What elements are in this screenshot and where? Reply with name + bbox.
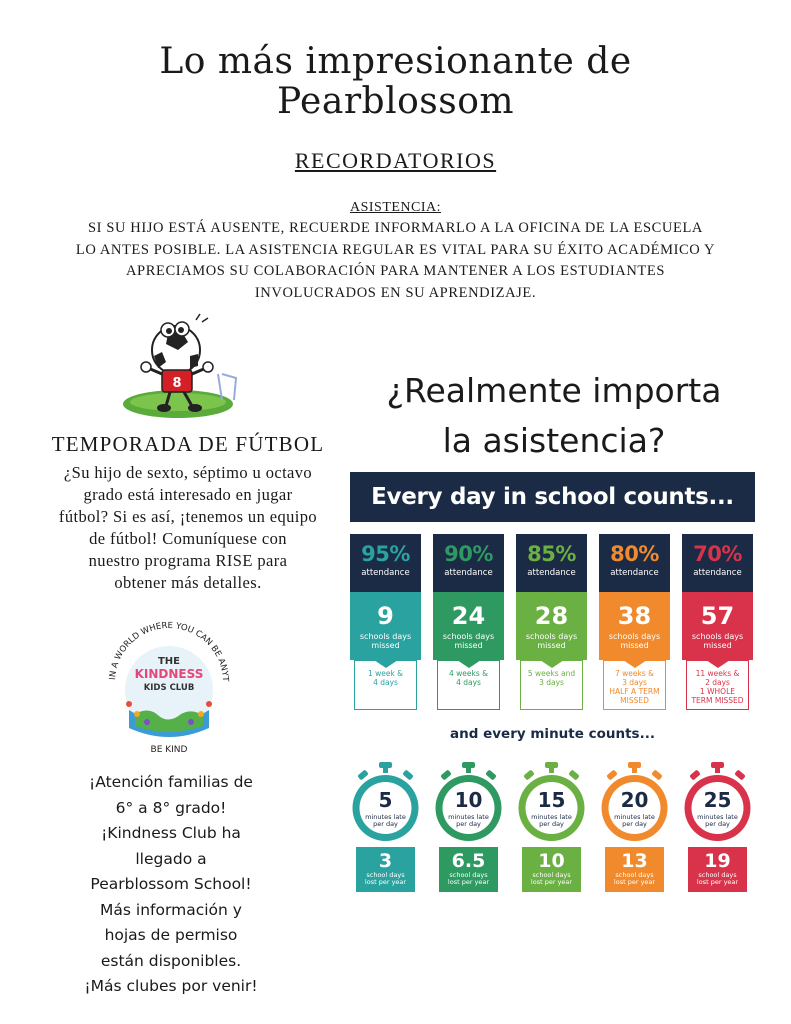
days-missed-number: 38 — [617, 602, 652, 630]
logo-kids-club: KIDS CLUB — [143, 683, 195, 693]
time-missed-note: 11 weeks & 2 days 1 WHOLE TERM MISSED — [686, 660, 749, 710]
title-line-2: Pearblossom — [276, 81, 515, 122]
attendance-word: attendance — [527, 568, 576, 578]
days-lost-box — [356, 847, 415, 892]
attendance-word: attendance — [693, 568, 742, 578]
days-missed-label: schools days missed — [691, 632, 744, 650]
days-missed-label: schools days missed — [608, 632, 661, 650]
attendance-word: attendance — [361, 568, 410, 578]
days-lost-box — [522, 847, 581, 892]
days-missed-box — [350, 592, 421, 660]
attendance-word: attendance — [610, 568, 659, 578]
days-missed-box — [516, 592, 587, 660]
pointer-arrow — [706, 660, 730, 668]
question-line-2: la asistencia? — [442, 421, 666, 460]
days-lost-label: school days lost per year — [364, 871, 407, 886]
attendance-column — [599, 534, 670, 714]
attendance-line: INVOLUCRADOS EN SU APRENDIZAJE. — [254, 284, 537, 301]
attendance-percent: 85% — [527, 542, 576, 566]
days-lost-label: school days lost per year — [696, 871, 739, 886]
attendance-percent: 95% — [361, 542, 410, 566]
time-missed-note: 5 weeks and 3 days — [520, 660, 583, 710]
pointer-arrow — [623, 660, 647, 668]
days-missed-number: 24 — [451, 602, 486, 630]
kindness-line: llegado a — [135, 849, 207, 868]
days-lost-number: 19 — [704, 850, 731, 872]
days-missed-box — [682, 592, 753, 660]
stopwatch — [350, 762, 421, 902]
attendance-percent: 70% — [693, 542, 742, 566]
kindness-line: 6° a 8° grado! — [115, 798, 227, 817]
soccer-line: fútbol? Si es así, ¡tenemos un equipo — [58, 507, 318, 526]
soccer-line: obtener más detalles. — [114, 573, 262, 592]
stopwatch — [682, 762, 753, 902]
attendance-word: attendance — [444, 568, 493, 578]
minutes-late-label: minutes late per day — [614, 813, 655, 828]
minutes-late-label: minutes late per day — [697, 813, 738, 828]
days-missed-label: schools days missed — [359, 632, 412, 650]
days-lost-box — [439, 847, 498, 892]
soccer-paragraph — [38, 462, 338, 594]
pointer-arrow — [540, 660, 564, 668]
attendance-line: SI SU HIJO ESTÁ AUSENTE, RECUERDE INFORMARLO A LA OFICINA DE LA ESCUELA — [88, 220, 703, 236]
minutes-late-number: 5 — [378, 788, 393, 812]
attendance-question — [352, 366, 756, 466]
days-lost-number: 3 — [378, 850, 393, 872]
stopwatch — [433, 762, 504, 902]
attendance-column — [433, 534, 504, 714]
attendance-line: APRECIAMOS SU COLABORACIÓN PARA MANTENER A LOS ESTUDIANTES — [125, 263, 665, 279]
attendance-percent: 80% — [610, 542, 659, 566]
title-line-1: Lo más impresionante de — [159, 41, 632, 82]
kindness-kids-club-logo — [105, 618, 233, 756]
minutes-late-number: 10 — [454, 788, 483, 812]
kindness-line: Pearblossom School! — [90, 875, 252, 893]
minutes-late-label: minutes late per day — [448, 813, 489, 828]
days-lost-box — [605, 847, 664, 892]
kindness-line: ¡Más clubes por venir! — [84, 977, 258, 995]
days-lost-box — [688, 847, 747, 892]
attendance-percent: 90% — [444, 542, 493, 566]
soccer-season-heading: TEMPORADA DE FÚTBOL — [51, 432, 325, 456]
days-lost-label: school days lost per year — [613, 871, 656, 886]
pointer-arrow — [374, 660, 398, 668]
soccer-line: ¿Su hijo de sexto, séptimo u octavo — [63, 463, 313, 482]
jersey-number: 8 — [172, 376, 182, 391]
days-lost-number: 6.5 — [451, 850, 486, 872]
pointer-arrow — [457, 660, 481, 668]
days-missed-box — [433, 592, 504, 660]
kindness-line: están disponibles. — [100, 951, 242, 970]
time-missed-note: 1 week & 4 days — [354, 660, 417, 710]
logo-arc-text: IN A WORLD WHERE YOU CAN BE ANYT — [108, 620, 231, 682]
soccer-line: grado está interesado en jugar — [83, 485, 293, 504]
days-lost-number: 13 — [621, 850, 648, 872]
attendance-column — [682, 534, 753, 714]
minutes-heading: and every minute counts... — [450, 726, 655, 742]
days-missed-number: 57 — [700, 602, 735, 630]
reminders-heading: RECORDATORIOS — [294, 148, 497, 173]
kindness-club-paragraph — [40, 770, 302, 1000]
attendance-percent-box — [599, 534, 670, 592]
question-line-1: ¿Realmente importa — [386, 371, 722, 410]
days-missed-label: schools days missed — [525, 632, 578, 650]
time-missed-note: 4 weeks & 4 days — [437, 660, 500, 710]
infographic-banner: Every day in school counts... — [350, 472, 755, 522]
attendance-infographic — [350, 472, 755, 902]
soccer-line: nuestro programa RISE para — [88, 551, 288, 570]
days-lost-label: school days lost per year — [530, 871, 573, 886]
days-lost-number: 10 — [538, 850, 565, 872]
minutes-late-label: minutes late per day — [365, 813, 406, 828]
page-title — [0, 42, 791, 122]
kindness-line: ¡Atención familias de — [89, 773, 253, 791]
days-missed-number: 9 — [377, 602, 394, 630]
attendance-heading: ASISTENCIA: — [349, 200, 442, 215]
attendance-percent-box — [516, 534, 587, 592]
attendance-percent-box — [433, 534, 504, 592]
attendance-column — [350, 534, 421, 714]
attendance-line: LO ANTES POSIBLE. LA ASISTENCIA REGULAR ES VITAL PARA SU ÉXITO ACADÉMICO Y — [75, 241, 716, 258]
days-missed-label: schools days missed — [442, 632, 495, 650]
stopwatch — [599, 762, 670, 902]
attendance-percent-box — [350, 534, 421, 592]
kindness-line: hojas de permiso — [104, 926, 238, 944]
stopwatch — [516, 762, 587, 902]
time-missed-note: 7 weeks & 3 days HALF A TERM MISSED — [603, 660, 666, 710]
soccer-line: de fútbol! Comuníquese con — [89, 529, 287, 548]
attendance-percent-box — [682, 534, 753, 592]
minutes-late-number: 25 — [703, 788, 732, 812]
logo-be-kind: BE KIND — [150, 745, 188, 755]
logo-kindness: KINDNESS — [134, 667, 204, 681]
attendance-column — [516, 534, 587, 714]
days-missed-box — [599, 592, 670, 660]
kindness-line: Más información y — [100, 900, 242, 919]
kindness-line: ¡Kindness Club ha — [101, 824, 241, 842]
days-missed-number: 28 — [534, 602, 569, 630]
logo-the: THE — [157, 656, 181, 667]
days-lost-label: school days lost per year — [447, 871, 490, 886]
attendance-paragraph — [50, 218, 741, 304]
minutes-late-number: 20 — [620, 788, 649, 812]
minutes-late-number: 15 — [537, 788, 566, 812]
soccer-ball-mascot-image — [118, 312, 248, 422]
minutes-late-label: minutes late per day — [531, 813, 572, 828]
